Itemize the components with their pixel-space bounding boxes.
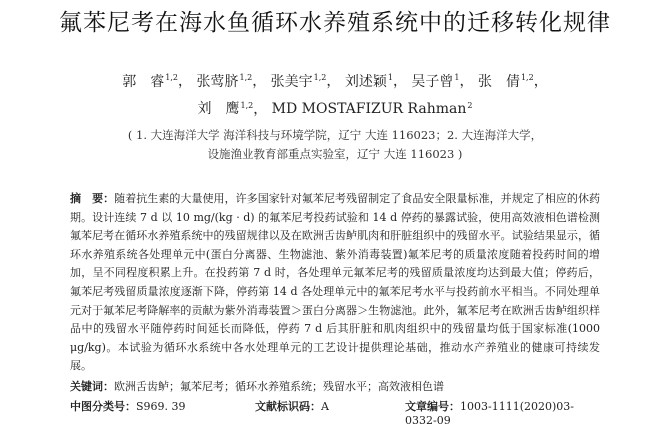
author-name: 刘述颖 — [344, 73, 387, 90]
doc-label: 文献标识码： — [255, 400, 321, 413]
keywords-text: 欧洲舌齿鲈；氟苯尼考；循环水养殖系统；残留水平；高效液相色谱 — [114, 380, 444, 393]
author-name: 郭 睿 — [122, 73, 165, 90]
author-line-1 — [40, 66, 630, 94]
article-number — [405, 398, 600, 427]
author-affil-mark: 2 — [467, 100, 473, 110]
clc-number — [70, 398, 186, 414]
author-separator: ， — [326, 73, 341, 90]
author-1 — [122, 74, 178, 90]
abstract-label: 摘 要： — [70, 192, 115, 205]
author-7 — [197, 101, 253, 117]
keywords-label: 关键词： — [70, 380, 114, 393]
art-label: 文章编号： — [405, 400, 460, 413]
author-affil-mark: 1,2 — [313, 73, 327, 82]
author-separator: ， — [178, 73, 193, 90]
document-code — [255, 398, 329, 414]
author-list — [40, 66, 630, 121]
author-affil-mark: 1,2 — [165, 73, 179, 82]
art-value: 1003-1111(2020)03-0332-09 — [405, 400, 574, 427]
keywords — [70, 378, 600, 394]
paper-title: 氟苯尼考在海水鱼循环水养殖系统中的迁移转化规律 — [59, 10, 611, 36]
author-name: 刘 鹰 — [197, 101, 240, 118]
author-separator: ， — [253, 101, 268, 118]
author-2 — [196, 74, 252, 90]
author-name: 张 倩 — [477, 73, 520, 90]
abstract — [70, 190, 600, 376]
clc-label: 中图分类号： — [70, 400, 136, 413]
author-line-2 — [40, 94, 630, 122]
author-4 — [345, 74, 393, 90]
author-separator: ， — [252, 73, 267, 90]
clc-value: S969. 39 — [136, 400, 186, 413]
abstract-text: 随着抗生素的大量使用，许多国家针对氟苯尼考残留制定了食品安全限量标准，并规定了相应的休药期。设计连续 7 d 以 10 mg/(kg · d) 的氟苯尼考投药试验和 14 d 停药的暴露试验，使用高效液相色谱检测氟苯尼考在循环水养殖系统中的残留规律以及在欧洲舌齿鲈肌肉和肝脏组织中的残留水平。试验结果显示，循环水养殖系统各处理单元中(蛋白分离器、生物滤池、紫外消毒装置)氟苯尼考的质量浓度随着投药时间的增加，呈不同程度积累上升。在投药第 7 d 时，各处理单元氟苯尼考的残留质量浓度均达到最大值；停药后，氟苯尼考残留质量浓度逐渐下降，停药第 14 d 各处理单元中的氟苯尼考水平与投药前水平相当。不同处理单元对于氟苯尼考降解率的贡献为紫外消毒装置＞蛋白分离器＞生物滤池。此外，氟苯尼考在欧洲舌齿鲈组织样品中的残留水平随停药时间延长而降低，停药 7 d 后其肝脏和肌肉组织中的残留量均低于国家标准(1000 μg/kg)。本试验为循环水系统中各水处理单元的工艺设计提供理论基础，推动水产养殖业的健康可持续发展。 — [70, 192, 600, 373]
author-6 — [478, 74, 534, 90]
author-separator: ， — [459, 73, 474, 90]
author-8 — [272, 101, 473, 117]
author-affil-mark: 1,2 — [239, 73, 253, 82]
author-name: 张美宇 — [270, 73, 313, 90]
affiliations — [40, 126, 630, 164]
author-name: MD MOSTAFIZUR Rahman — [271, 101, 467, 118]
author-5 — [411, 74, 459, 90]
author-name: 吴子曾 — [411, 73, 454, 90]
author-separator: ， — [533, 73, 548, 90]
author-affil-mark: 1,2 — [240, 100, 254, 110]
author-3 — [271, 74, 327, 90]
author-affil-mark: 1,2 — [520, 73, 534, 82]
author-separator: ， — [392, 73, 407, 90]
author-name: 张莺脐 — [196, 73, 239, 90]
author-affil-mark: 1 — [454, 73, 460, 82]
affiliation-line-2: 设施渔业教育部重点实验室，辽宁 大连 116023 ) — [207, 147, 463, 161]
author-affil-mark: 1 — [387, 73, 393, 82]
doc-value: A — [321, 400, 329, 413]
affiliation-line-1: ( 1. 大连海洋大学 海洋科技与环境学院，辽宁 大连 116023；2. 大连海洋大学， — [127, 128, 543, 142]
